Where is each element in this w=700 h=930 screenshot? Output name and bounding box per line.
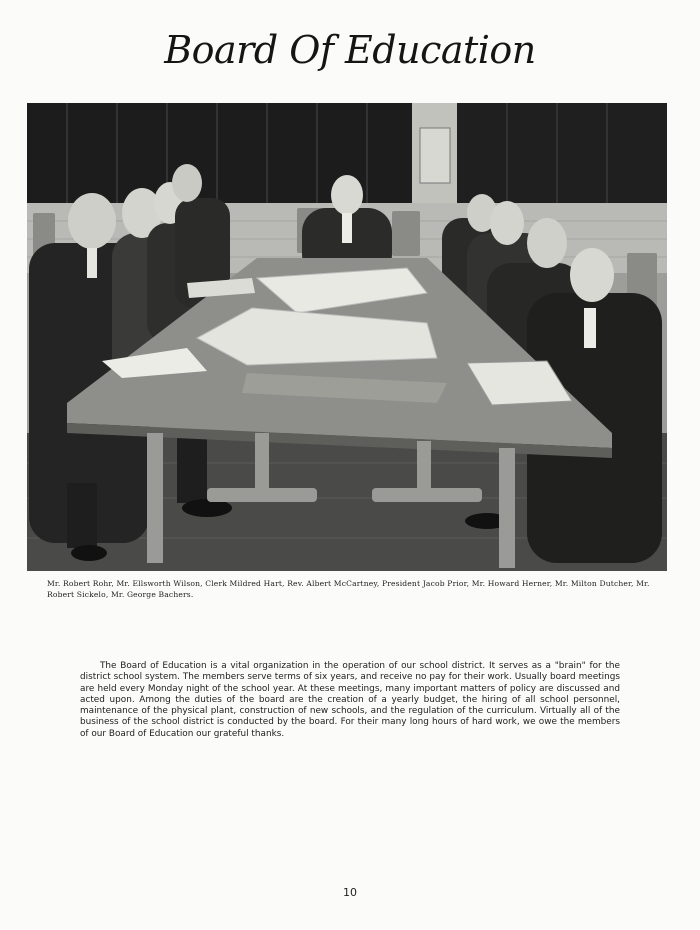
page-number: 10 [343,886,357,899]
board-photo [27,103,667,571]
photo-table-leg-left [147,433,163,563]
photo-table-leg-right [499,448,515,568]
photo-poster [420,128,450,183]
body-paragraph: The Board of Education is a vital organization in the operation of our school district. It serves as a "brain" for the district school system. The members serve terms of six years, and receive no pay for their work. Usually board meetings are held every Monday night of the school year. At these meetings, many important matters of policy are discussed and acted upon. Among the duties of the board are the creation of a yearly budget, the hiring of all school personnel, maintenance of the physical plant, construction of new schools, and the regulation of the curriculum. Virtually all of the business of the school district is conducted by the board. For their many long hours of hard work, we owe the members of our Board of Education our grateful thanks. [80,661,620,739]
page-title: Board Of Education [164,28,536,72]
board-photo-illustration [27,103,667,571]
photo-caption: Mr. Robert Rohr, Mr. Ellsworth Wilson, Clerk Mildred Hart, Rev. Albert McCartney, President Jacob Prior, Mr. Howard Herner, Mr. Milton Dutcher, Mr. Robert Sickelo, Mr. George Bachers. [47,579,650,599]
